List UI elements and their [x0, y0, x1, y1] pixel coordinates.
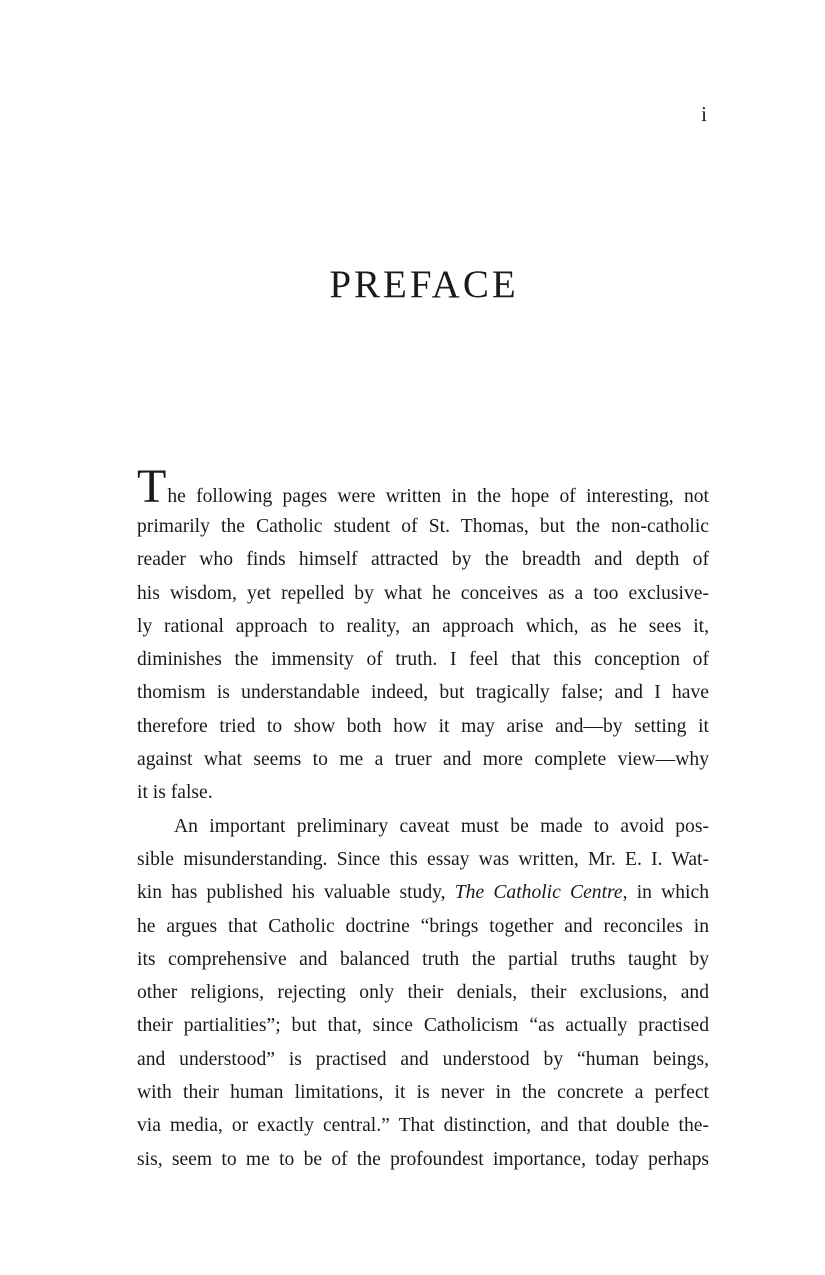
page-number: i	[701, 102, 707, 126]
text-line: and understood” is practised and understood by “human beings,	[137, 1048, 709, 1070]
text-line: their partialities”; but that, since Catholicism “as actually practised	[137, 1015, 709, 1037]
text-line: it is false.	[137, 782, 213, 804]
text-line: he argues that Catholic doctrine “brings together and reconciles in	[137, 915, 709, 937]
page-title: PREFACE	[329, 263, 519, 307]
line-text: , in which	[622, 882, 709, 904]
text-line: its comprehensive and balanced truth the partial truths taught by	[137, 948, 709, 970]
text-line: An important preliminary caveat must be made to avoid pos-	[174, 815, 709, 837]
text-line: via media, or exactly central.” That distinction, and that double the-	[137, 1115, 709, 1137]
book-title: The Catholic Centre	[454, 882, 623, 904]
text-line: with their human limitations, it is never in the concrete a perfect	[137, 1082, 709, 1104]
text-line: his wisdom, yet repelled by what he conceives as a too exclusive-	[137, 582, 709, 604]
line-text: kin has published his valuable study,	[137, 882, 455, 904]
text-line: diminishes the immensity of truth. I feel that this conception of	[137, 649, 709, 671]
paragraph	[137, 810, 709, 1176]
text-line: thomism is understandable indeed, but tragically false; and I have	[137, 682, 709, 704]
text-line	[137, 876, 709, 909]
drop-cap: T	[137, 460, 167, 513]
text-line: sible misunderstanding. Since this essay was written, Mr. E. I. Wat-	[137, 848, 709, 870]
text-line: ly rational approach to reality, an approach which, as he sees it,	[137, 615, 709, 637]
text-line: against what seems to me a truer and more complete view—why	[137, 749, 709, 771]
text-line: reader who finds himself attracted by the breadth and depth of	[137, 549, 709, 571]
text-line: sis, seem to me to be of the profoundest importance, today perhaps	[137, 1148, 709, 1170]
text-line: therefore tried to show both how it may arise and—by setting it	[137, 715, 709, 737]
text-line: other religions, rejecting only their denials, their exclusions, and	[137, 982, 709, 1004]
paragraph	[137, 460, 709, 810]
line-text: he following pages were written in the hope of interesting, not	[167, 486, 709, 507]
body-text	[137, 460, 709, 1176]
text-line	[137, 460, 709, 513]
text-line: primarily the Catholic student of St. Thomas, but the non-catholic	[137, 516, 709, 537]
